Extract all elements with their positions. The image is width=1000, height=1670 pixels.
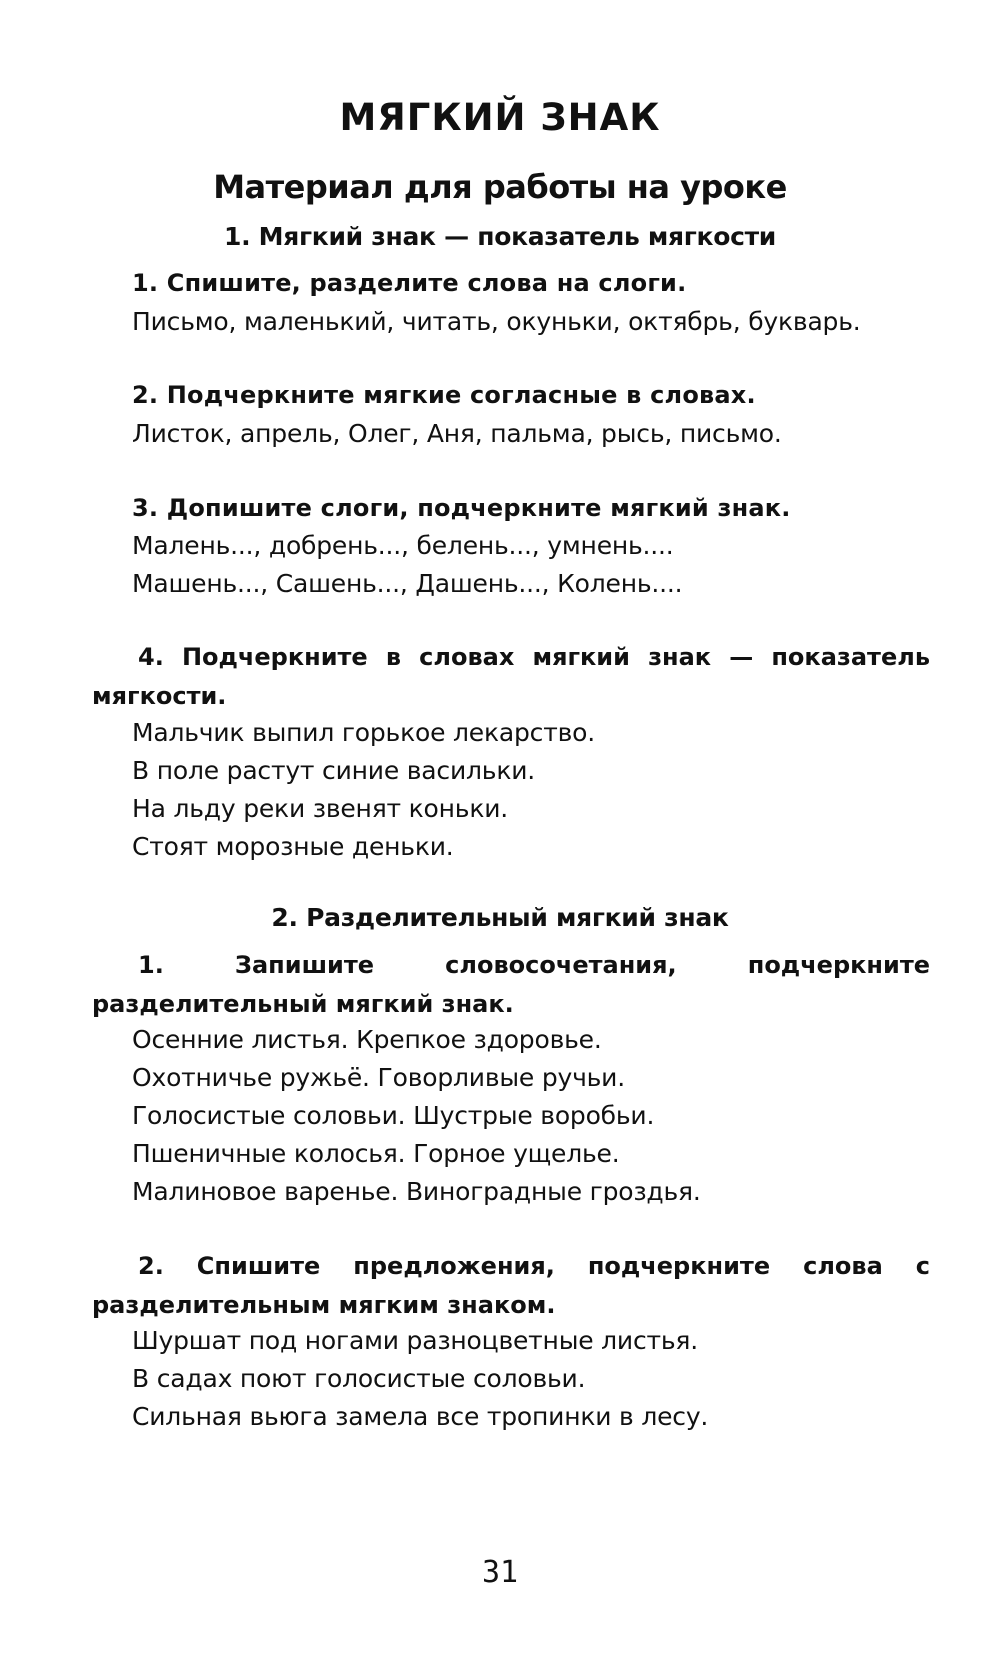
task-2-1-heading: 1. Запишите словосочетания, подчеркните разделительный мягкий знак.: [92, 951, 930, 1018]
task-1-4-line-1: Мальчик выпил горькое лекарство.: [132, 718, 595, 747]
task-1-1-heading: 1. Спишите, разделите слова на слоги.: [132, 269, 687, 297]
task-1-4-line-3: На льду реки звенят коньки.: [132, 794, 509, 823]
task-2-1-line-3: Голосистые соловьи. Шустрые воробьи.: [132, 1101, 655, 1130]
task-1-3-line-2: Машень..., Сашень..., Дашень..., Колень....: [132, 569, 683, 598]
page-subtitle: Материал для работы на уроке: [213, 168, 787, 206]
task-1-2-line-1: Листок, апрель, Олег, Аня, пальма, рысь, письмо.: [132, 419, 782, 448]
task-2-2-line-2: В садах поют голосистые соловьи.: [132, 1364, 586, 1393]
task-2-1-line-1: Осенние листья. Крепкое здоровье.: [132, 1025, 602, 1054]
section-2-title: 2. Разделительный мягкий знак: [271, 903, 729, 932]
task-2-2-line-3: Сильная вьюга замела все тропинки в лесу.: [132, 1402, 709, 1431]
section-1-title: 1. Мягкий знак — показатель мягкости: [223, 222, 776, 251]
task-1-3-line-1: Малень..., добрень..., белень..., умнень....: [132, 531, 674, 560]
task-1-3-heading: 3. Допишите слоги, подчеркните мягкий знак.: [132, 494, 791, 522]
task-1-1-line-1: Письмо, маленький, читать, окуньки, октябрь, букварь.: [132, 307, 861, 336]
page-title: МЯГКИЙ ЗНАК: [339, 96, 661, 139]
task-1-2-heading: 2. Подчеркните мягкие согласные в словах.: [132, 381, 756, 409]
task-1-4-line-4: Стоят морозные деньки.: [132, 832, 454, 861]
task-2-1-line-4: Пшеничные колосья. Горное ущелье.: [132, 1139, 620, 1168]
task-2-2-line-1: Шуршат под ногами разноцветные листья.: [132, 1326, 699, 1355]
task-1-4-line-2: В поле растут синие васильки.: [132, 756, 536, 785]
task-2-2-heading: 2. Спишите предложения, подчеркните слова с разделительным мягким знаком.: [92, 1252, 930, 1319]
task-2-1-line-2: Охотничье ружьё. Говорливые ручьи.: [132, 1063, 625, 1092]
task-2-1-line-5: Малиновое варенье. Виноградные гроздья.: [132, 1177, 701, 1206]
task-1-4-heading: 4. Подчеркните в словах мягкий знак — показатель мягкости.: [92, 643, 930, 710]
page-number: 31: [481, 1555, 519, 1590]
